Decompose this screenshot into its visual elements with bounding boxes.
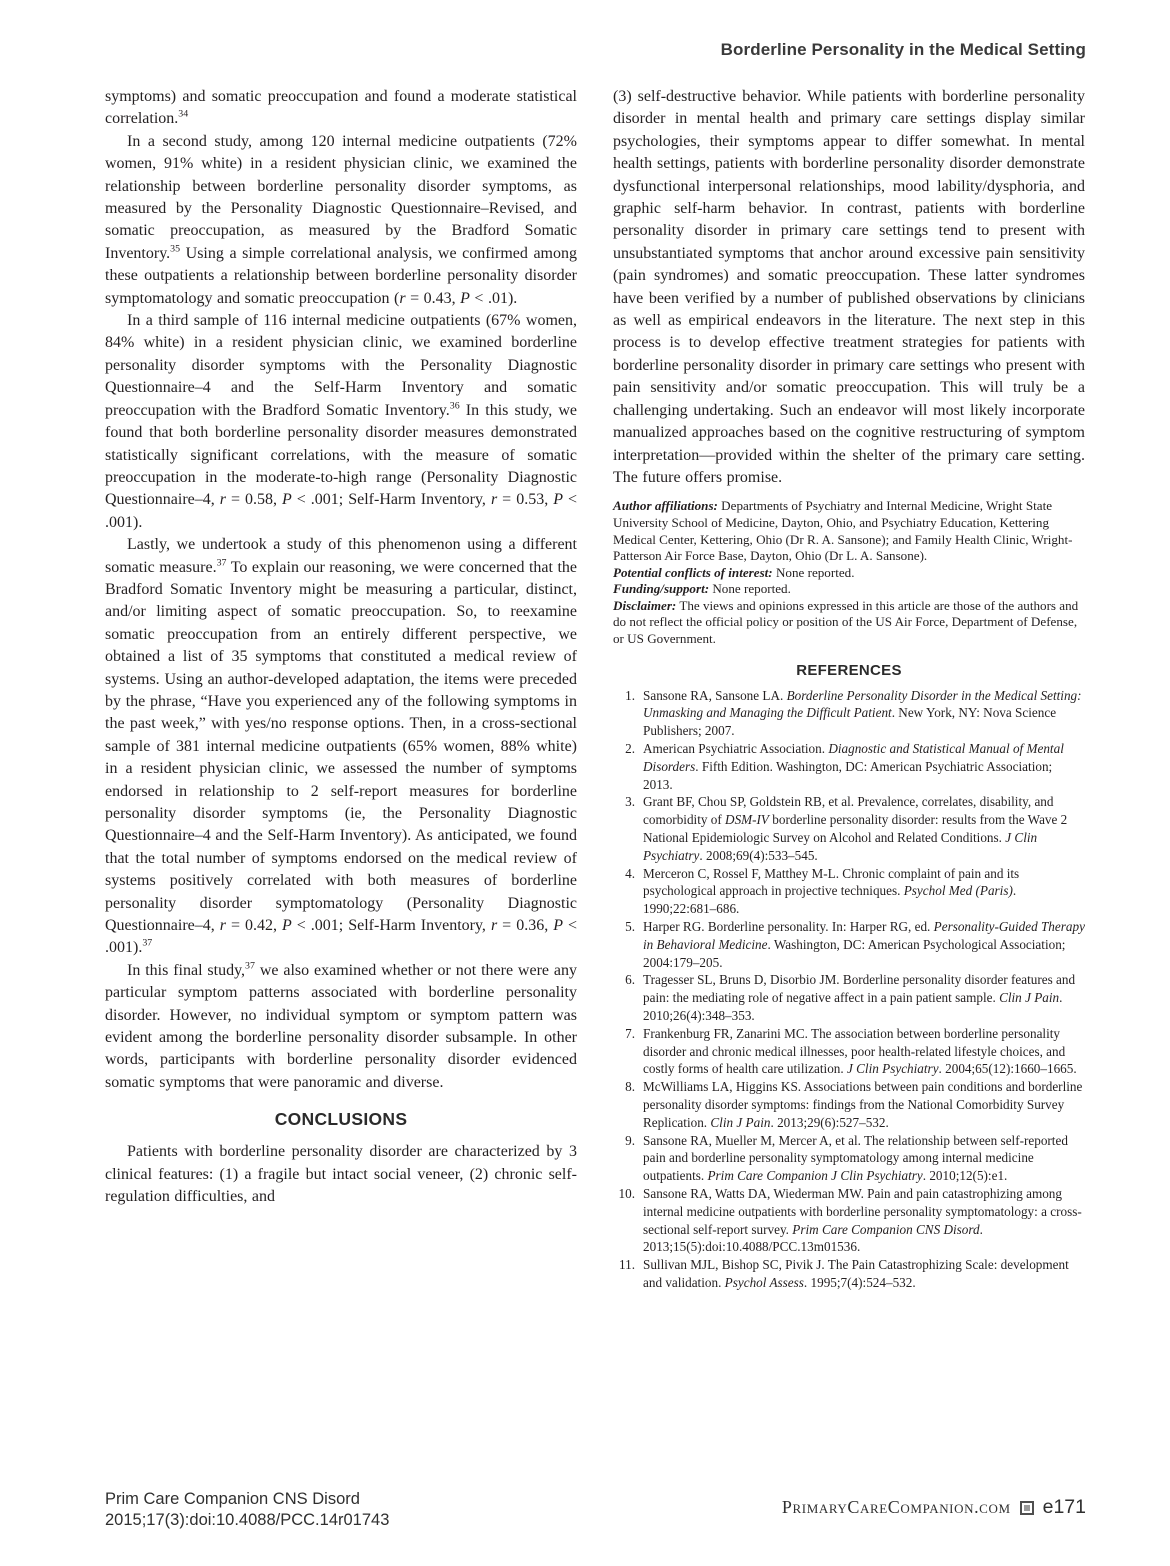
- paragraph: symptoms) and somatic preoccupation and found a moderate statistical correlation.$^{34}$: [105, 88, 577, 128]
- reference-number: 9.: [625, 1132, 635, 1148]
- footer-journal-doi: 2015;17(3):doi:10.4088/PCC.14r01743: [105, 1511, 390, 1529]
- reference-number: 5.: [625, 919, 635, 935]
- reference-number: 10.: [618, 1185, 635, 1201]
- reference-text: Sullivan MJL, Bishop SC, Pivik J. The Pain Catastrophizing Scale: development and validation. Psychol Assess. 1995;7(4):524–532.: [643, 1257, 1069, 1290]
- footer-page-number: e171: [1042, 1496, 1086, 1518]
- paragraph: In this final study,$^{37}$ we also examined whether or not there were any particular symptom patterns associated with borderline personality disorder. However, no individual symptom or symptom pattern was evident among the borderline personality disorder subsample. In other words, participants with borderline personality disorder evidenced somatic symptoms that were panoramic and diverse.: [105, 960, 577, 1091]
- meta-item: Potential conflicts of interest: None reported.: [613, 564, 855, 580]
- reference-number: 1.: [625, 687, 635, 703]
- reference-text: Grant BF, Chou SP, Goldstein RB, et al. Prevalence, correlates, disability, and comorbidity of DSM-IV borderline personality disorder: results from the Wave 2 National Epidemiologic Survey on Alcohol and Related Conditions. J Clin Psychiatry. 2008;69(4):533–545.: [643, 794, 1068, 863]
- reference-number: 6.: [625, 972, 635, 988]
- reference-number: 4.: [625, 865, 635, 881]
- paragraph: Patients with borderline personality disorder are characterized by 3 clinical features: (1) a fragile but intact social veneer, (2) chronic self-regulation difficulties, and: [105, 1143, 577, 1206]
- reference-item: [613, 687, 1085, 740]
- reference-item: [613, 1025, 1085, 1078]
- reference-number: 7.: [625, 1025, 635, 1041]
- paragraph: (3) self-destructive behavior. While patients with borderline personality disorder in mental health and primary care settings display similar psychologies, their symptoms appear to differ somewhat. In mental health settings, patients with borderline personality disorder demonstrate dysfunctional interpersonal relationships, mood lability/dysphoria, and graphic self-harm behavior. In contrast, patients with borderline personality disorder in primary care settings tend to present with unsubstantiated symptoms that anchor around excessive pain sensitivity (pain syndromes) and somatic preoccupation. These latter syndromes have been verified by a number of published observations by clinicians as well as empirical endeavors in the literature. The next step in this process is to develop effective treatment strategies for patients with borderline personality disorder in primary care settings who present with pain sensitivity and/or somatic preoccupation. This will truly be a challenging undertaking. Such an endeavor will most likely incorporate manualized approaches based on the cognitive restructuring of symptom interpretation—provided within the shelter of the primary care setting. The future offers promise.: [613, 88, 1085, 486]
- references-heading: REFERENCES: [796, 661, 902, 679]
- footer-journal-name: Prim Care Companion CNS Disord: [105, 1490, 360, 1508]
- reference-text: McWilliams LA, Higgins KS. Associations between pain conditions and borderline personality disorder symptoms: findings from the National Comorbidity Survey Replication. Clin J Pain. 2013;29(6):527–532.: [643, 1079, 1083, 1130]
- reference-item: [613, 793, 1085, 864]
- meta-item: Disclaimer: The views and opinions expressed in this article are those of the authors and do not reflect the official policy or position of the US Air Force, Department of Defense, or US Government.: [613, 597, 1079, 647]
- reference-number: 3.: [625, 794, 635, 810]
- conclusions-paragraphs: [105, 1141, 577, 1208]
- meta-item: Author affiliations: Departments of Psychiatry and Internal Medicine, Wright State University School of Medicine, Dayton, Ohio, and Psychiatry Education, Kettering Medical Center, Kettering, Ohio (Dr R. A. Sansone); and Family Health Clinic, Wright-Patterson Air Force Base, Dayton, Ohio (Dr L. A. Sansone).: [613, 498, 1073, 564]
- footer-site-url: PrimaryCareCompanion.com: [781, 1497, 1011, 1517]
- reference-text: Merceron C, Rossel F, Matthey M-L. Chronic complaint of pain and its psychological approach in projective techniques. Psychol Med (Paris). 1990;22:681–686.: [643, 865, 1020, 917]
- reference-text: Sansone RA, Mueller M, Mercer A, et al. The relationship between self-reported pain and borderline personality symptomatology among internal medicine outpatients. Prim Care Companion J Clin Psychiatry. 2010;12(5):e1.: [643, 1132, 1068, 1184]
- article-meta-block: [613, 498, 1085, 647]
- reference-list: [613, 687, 1085, 1292]
- reference-text: American Psychiatric Association. Diagnostic and Statistical Manual of Mental Disorders. Fifth Edition. Washington, DC: American Psychiatric Association; 2013.: [643, 741, 1064, 792]
- reference-text: Sansone RA, Sansone LA. Borderline Personality Disorder in the Medical Setting: Unmasking and Managing the Difficult Patient. New York, NY: Nova Science Publishers; 2007.: [643, 687, 1082, 739]
- left-column: [105, 86, 577, 1292]
- left-body-paragraphs: [105, 86, 577, 1094]
- right-column: [613, 86, 1085, 1292]
- reference-item: [613, 740, 1085, 793]
- footer-journal-citation: [105, 1489, 389, 1531]
- conclusions-heading: CONCLUSIONS: [274, 1109, 408, 1130]
- paragraph: In a third sample of 116 internal medicine outpatients (67% women, 84% white) in a resident physician clinic, we examined borderline personality disorder symptoms with the Personality Diagnostic Questionnaire–4 and the Self-Harm Inventory and somatic preoccupation with the Bradford Somatic Inventory.$^{36}$ In this study, we found that both borderline personality disorder measures demonstrated statistically significant correlations, with the measure of somatic preoccupation in the moderate-to-high range (Personality Diagnostic Questionnaire–4, r = 0.58, P < .001; Self-Harm Inventory, r = 0.53, P < .001).: [105, 312, 578, 531]
- reference-number: 11.: [619, 1257, 635, 1273]
- reference-text: Tragesser SL, Bruns D, Disorbio JM. Borderline personality disorder features and pain: the mediating role of negative affect in a pain patient sample. Clin J Pain. 2010;26(4):348–353.: [643, 972, 1076, 1023]
- reference-number: 8.: [625, 1079, 635, 1095]
- two-column-layout: [105, 86, 1086, 1292]
- meta-item: Funding/support: None reported.: [613, 581, 791, 597]
- right-body-paragraphs: [613, 86, 1085, 489]
- reference-item: [613, 971, 1085, 1024]
- journal-square-mark-inner: [1024, 1505, 1030, 1511]
- reference-number: 2.: [625, 741, 635, 757]
- reference-item: [613, 1132, 1085, 1185]
- reference-item: [613, 865, 1085, 918]
- reference-item: [613, 918, 1085, 971]
- footer-right: [782, 1496, 1086, 1519]
- reference-item: [613, 1256, 1085, 1292]
- paragraph: Lastly, we undertook a study of this phenomenon using a different somatic measure.$^{37}$ To explain our reasoning, we were concerned that the Bradford Somatic Inventory might be measuring a particular, distinct, and/or limiting aspect of somatic preoccupation. So, to reexamine somatic preoccupation from an entirely different perspective, we obtained a list of 35 symptoms that constituted a medical review of systems. Using an author-developed adaptation, the items were preceded by the phrase, “Have you experienced any of the following symptoms in the past week,” with yes/no response options. Then, in a cross-sectional sample of 381 internal medicine outpatients (65% women, 88% white) in a resident physician clinic, we assessed the number of symptoms endorsed in relationship to 2 self-report measures for borderline personality disorder symptoms (ie, the Personality Diagnostic Questionnaire–4 and the Self-Harm Inventory). As anticipated, we found that the total number of symptoms endorsed on the medical review of systems positively correlated with both measures of borderline personality disorder symptomatology (Personality Diagnostic Questionnaire–4, r = 0.42, P < .001; Self-Harm Inventory, r = 0.36, P < .001).$^{37}$: [105, 536, 577, 957]
- reference-item: [613, 1078, 1085, 1131]
- reference-text: Frankenburg FR, Zanarini MC. The association between borderline personality disorder and chronic medical illnesses, poor health-related lifestyle choices, and costly forms of health care utilization. J Clin Psychiatry. 2004;65(12):1660–1665.: [643, 1025, 1077, 1077]
- reference-text: Sansone RA, Watts DA, Wiederman MW. Pain and pain catastrophizing among internal medicine outpatients with borderline personality symptomatology: a cross-sectional self-report survey. Prim Care Companion CNS Disord. 2013;15(5):doi:10.4088/PCC.13m01536.: [643, 1185, 1082, 1255]
- reference-item: [613, 1185, 1085, 1256]
- reference-text: Harper RG. Borderline personality. In: Harper RG, ed. Personality-Guided Therapy in Behavioral Medicine. Washington, DC: American Psychological Association; 2004:179–205.: [643, 919, 1085, 970]
- journal-square-mark-icon: [1020, 1501, 1034, 1515]
- paragraph: In a second study, among 120 internal medicine outpatients (72% women, 91% white) in a resident physician clinic, we examined the relationship between borderline personality disorder symptoms, as measured by the Personality Diagnostic Questionnaire–Revised, and somatic preoccupation, as measured by the Bradford Somatic Inventory.$^{35}$ Using a simple correlational analysis, we confirmed among these outpatients a relationship between borderline personality disorder symptomatology and somatic preoccupation (r = 0.43, P < .01).: [105, 132, 577, 307]
- running-head: Borderline Personality in the Medical Setting: [720, 40, 1086, 59]
